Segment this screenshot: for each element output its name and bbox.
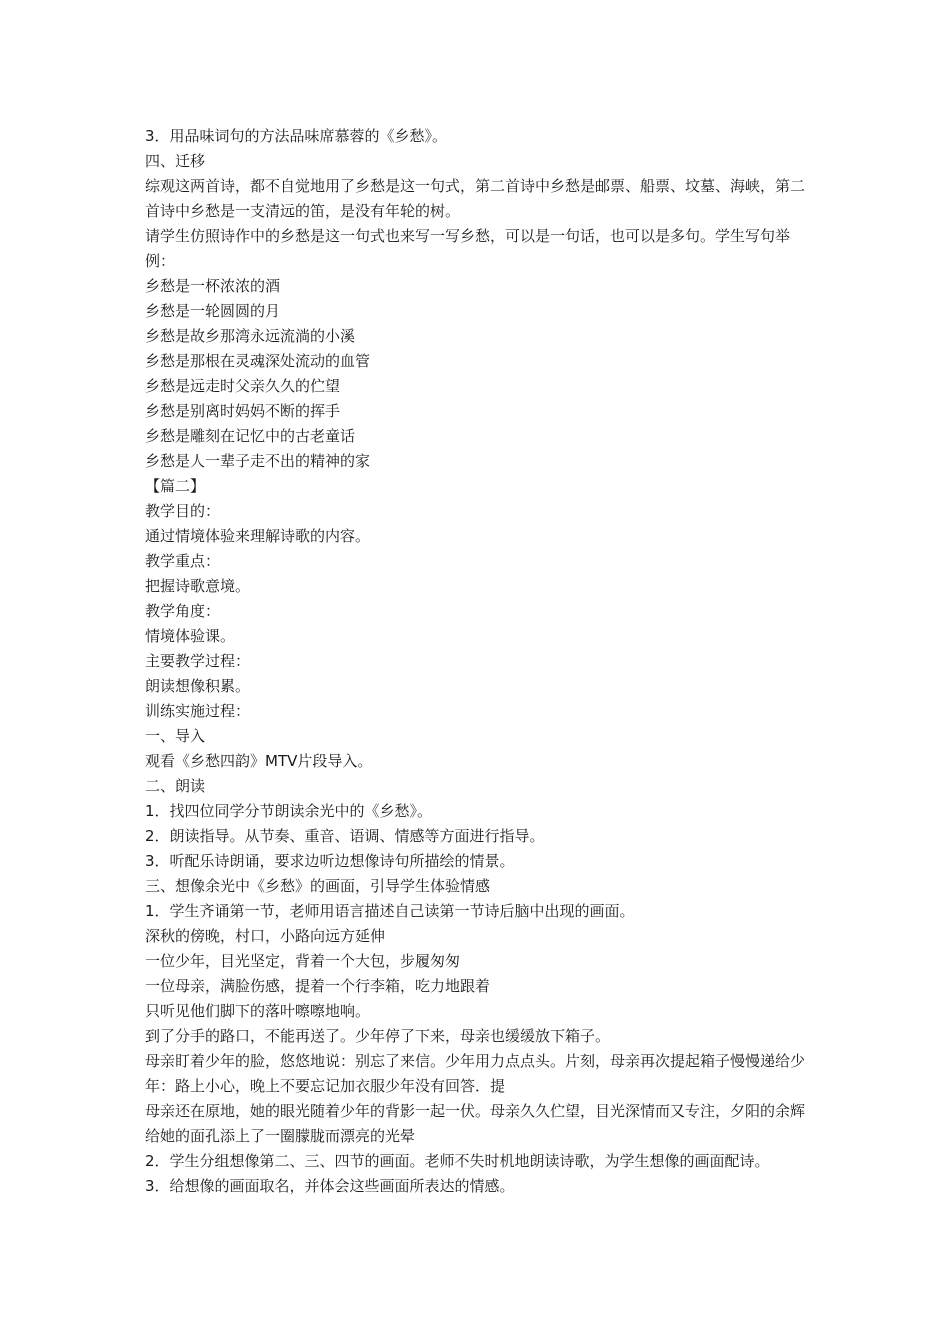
list-item: 3．听配乐诗朗诵，要求边听边想像诗句所描绘的情景。 <box>145 852 515 870</box>
example-line: 乡愁是一杯浓浓的酒 <box>145 277 281 295</box>
text-line: 只听见他们脚下的落叶嚓嚓地响。 <box>145 1002 371 1020</box>
label-line: 主要教学过程： <box>145 652 251 670</box>
paragraph: 综观这两首诗，都不自觉地用了乡愁是这一句式，第二首诗中乡愁是邮票、船票、坟墓、海峡，第二首诗中乡愁是一支清远的笛，是没有年轮的树。 <box>145 177 806 220</box>
example-line: 乡愁是一轮圆圆的月 <box>145 302 281 320</box>
example-line: 乡愁是那根在灵魂深处流动的血管 <box>145 352 371 370</box>
text-line: 深秋的傍晚，村口，小路向远方延伸 <box>145 927 386 945</box>
section-heading: 一、导入 <box>145 727 206 745</box>
text-line: 情境体验课。 <box>145 627 236 645</box>
example-line: 乡愁是故乡那湾永远流淌的小溪 <box>145 327 356 345</box>
label-line: 训练实施过程： <box>145 702 251 720</box>
section-heading: 四、迁移 <box>145 152 206 170</box>
example-line: 乡愁是别离时妈妈不断的挥手 <box>145 402 341 420</box>
label-line: 教学重点： <box>145 552 221 570</box>
text-line: 到了分手的路口，不能再送了。少年停了下来，母亲也缓缓放下箱子。 <box>145 1027 611 1045</box>
list-item: 1．学生齐诵第一节，老师用语言描述自己读第一节诗后脑中出现的画面。 <box>145 902 635 920</box>
section-heading: 二、朗读 <box>145 777 206 795</box>
list-item: 2．学生分组想像第二、三、四节的画面。老师不失时机地朗读诗歌，为学生想像的画面配诗。 <box>145 1152 770 1170</box>
part-heading: 【篇二】 <box>145 477 206 495</box>
document-body <box>145 124 810 1199</box>
paragraph: 请学生仿照诗作中的乡愁是这一句式也来写一写乡愁，可以是一句话，也可以是多句。学生写句举例： <box>145 227 791 270</box>
paragraph: 母亲还在原地，她的眼光随着少年的背影一起一伏。母亲久久伫望，目光深情而又专注，夕阳的余辉给她的面孔添上了一圈朦胧而漂亮的光晕 <box>145 1102 806 1145</box>
text-line: 观看《乡愁四韵》MTV片段导入。 <box>145 752 373 770</box>
text-line: 一位母亲，满脸伤感，提着一个行李箱，吃力地跟着 <box>145 977 491 995</box>
text-line: 通过情境体验来理解诗歌的内容。 <box>145 527 371 545</box>
text-line: 朗读想像积累。 <box>145 677 251 695</box>
list-item: 1．找四位同学分节朗读余光中的《乡愁》。 <box>145 802 433 820</box>
text-line: 3．用品味词句的方法品味席慕蓉的《乡愁》。 <box>145 127 448 145</box>
example-line: 乡愁是远走时父亲久久的伫望 <box>145 377 341 395</box>
example-line: 乡愁是人一辈子走不出的精神的家 <box>145 452 371 470</box>
text-line: 一位少年，目光坚定，背着一个大包，步履匆匆 <box>145 952 461 970</box>
text-line: 把握诗歌意境。 <box>145 577 251 595</box>
list-item: 3．给想像的画面取名，并体会这些画面所表达的情感。 <box>145 1177 515 1195</box>
paragraph: 母亲盯着少年的脸，悠悠地说：别忘了来信。少年用力点点头。片刻，母亲再次提起箱子慢慢递给少年：路上小心，晚上不要忘记加衣服少年没有回答．提 <box>145 1052 806 1095</box>
section-heading: 三、想像余光中《乡愁》的画面，引导学生体验情感 <box>145 877 491 895</box>
label-line: 教学角度： <box>145 602 221 620</box>
example-line: 乡愁是雕刻在记忆中的古老童话 <box>145 427 356 445</box>
list-item: 2．朗读指导。从节奏、重音、语调、情感等方面进行指导。 <box>145 827 545 845</box>
label-line: 教学目的： <box>145 502 221 520</box>
